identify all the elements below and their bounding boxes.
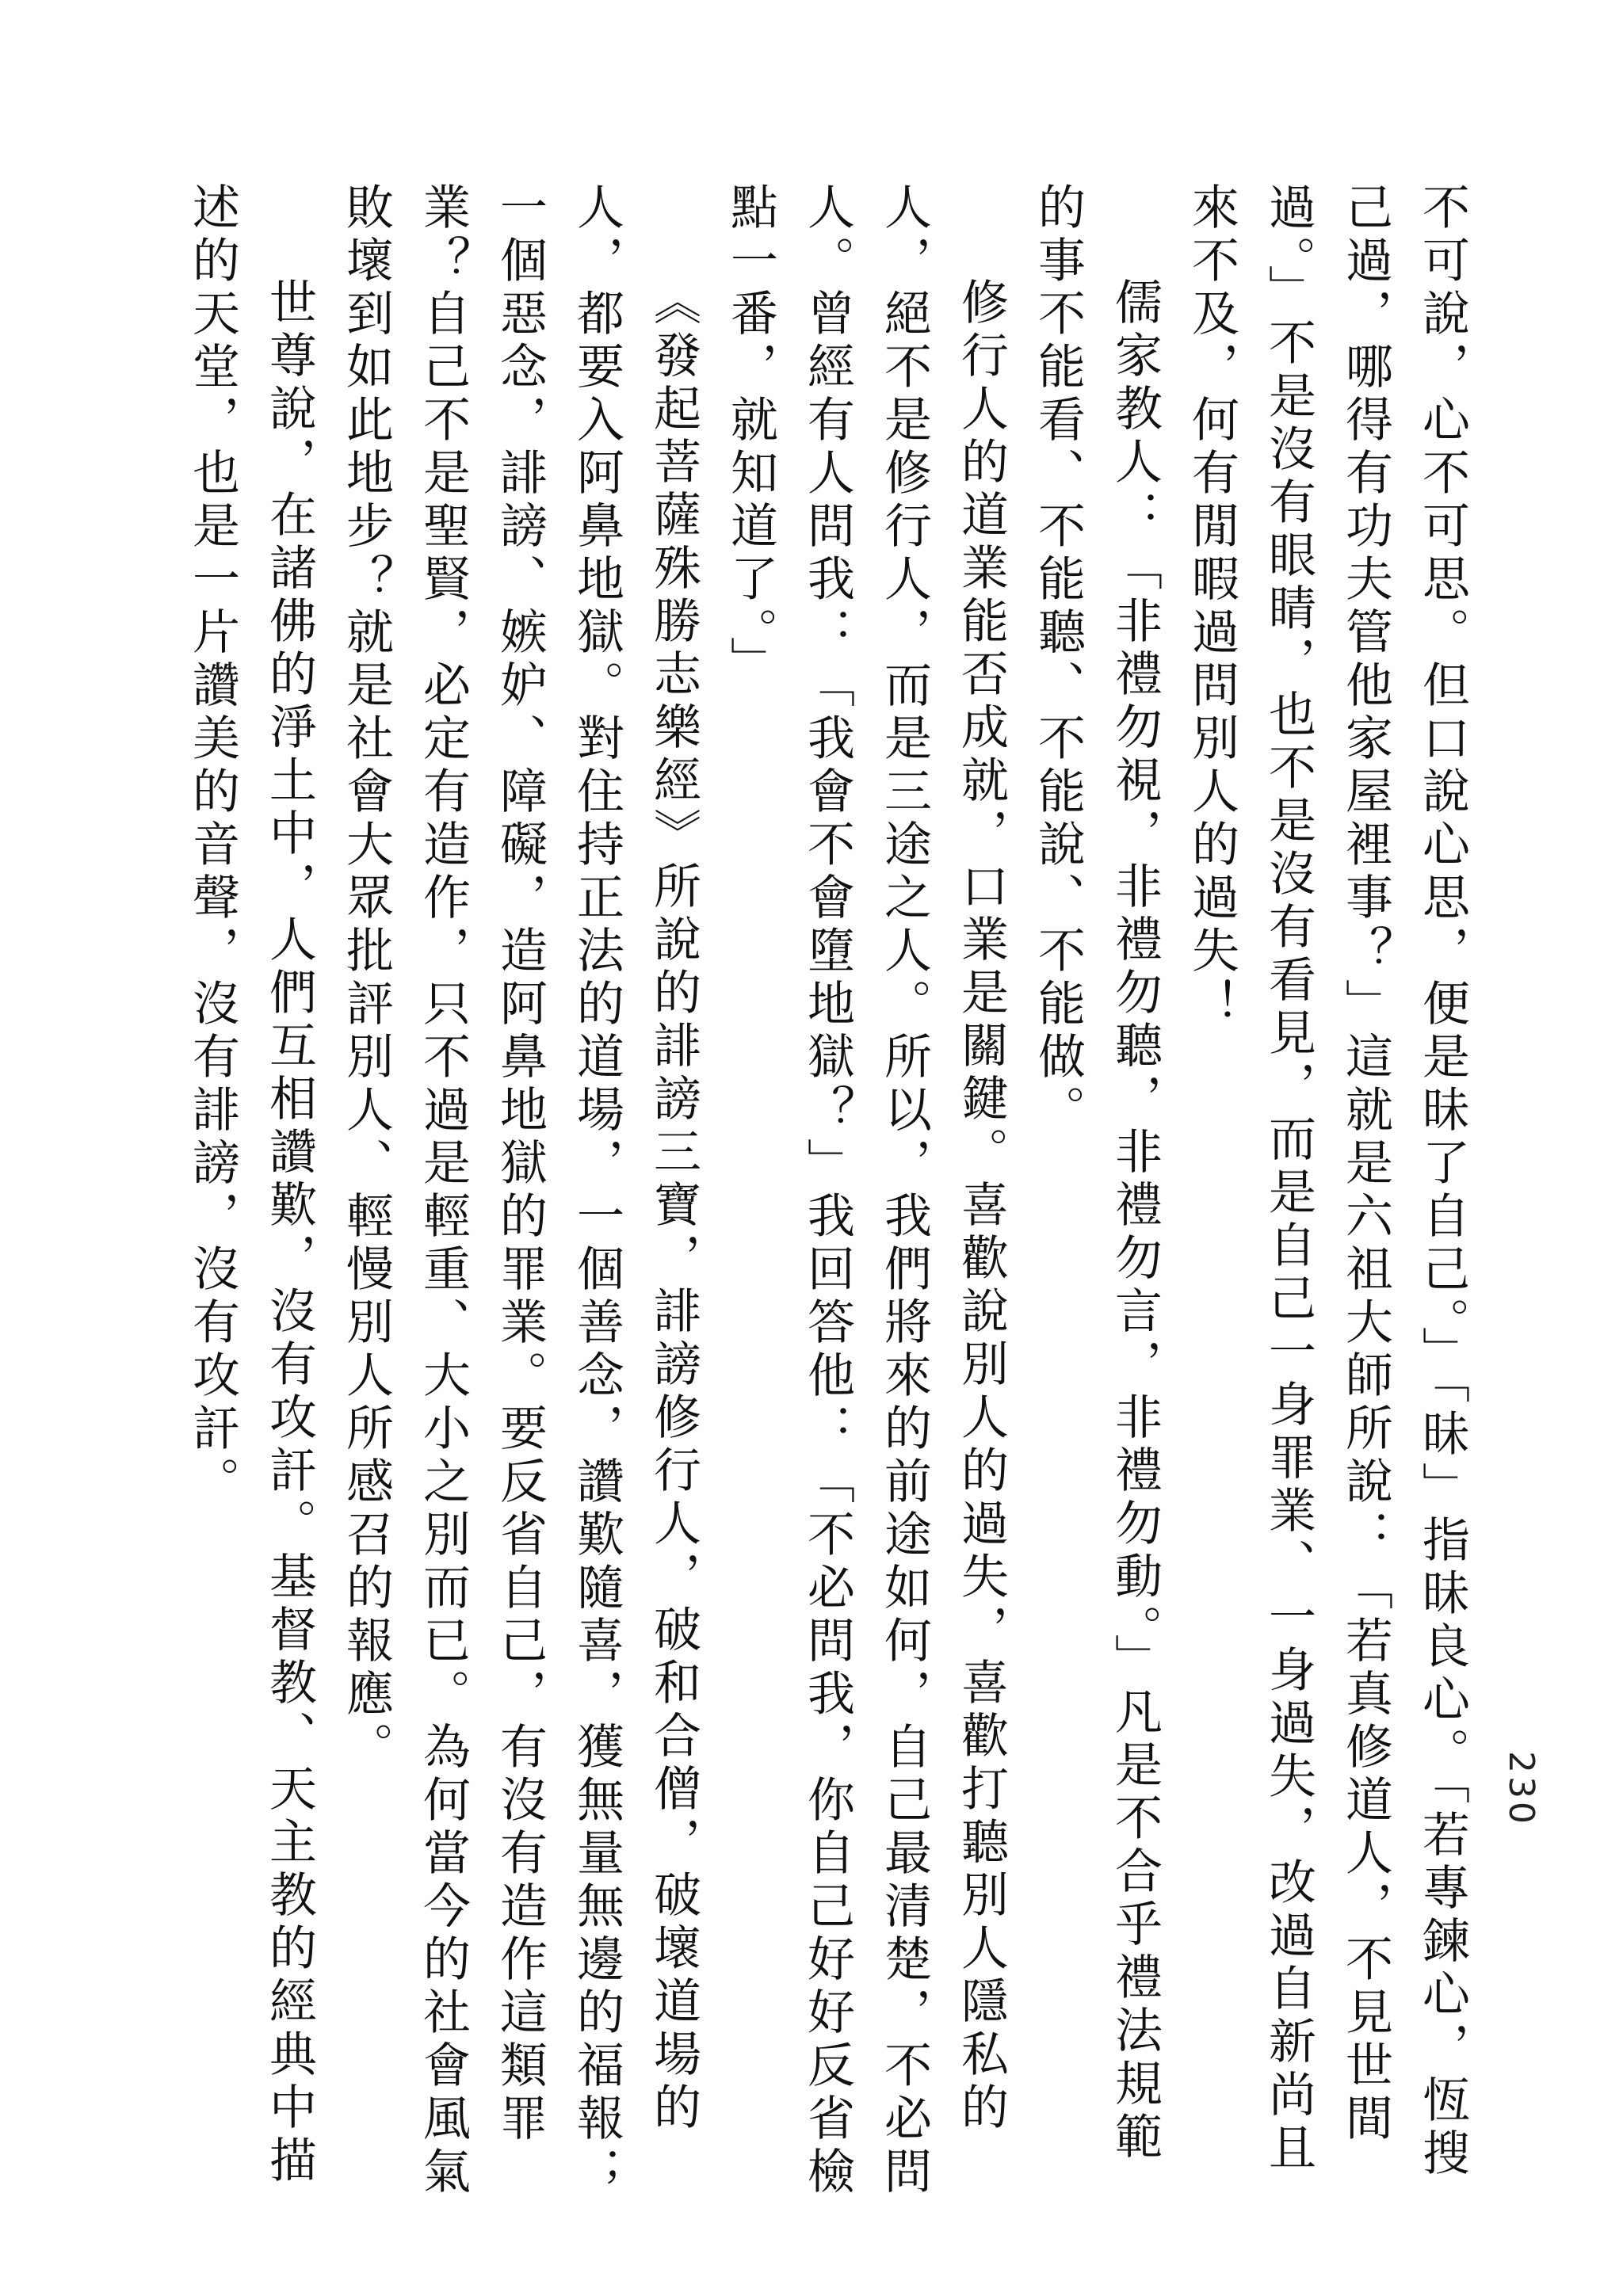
- paragraph-4: 《發起菩薩殊勝志樂經》所說的誹謗三寶，誹謗修行人，破和合僧，破壞道場的人，都要入阿鼻地獄。對住持正法的道場，一個善念，讚歎隨喜，獲無量無邊的福報；一個惡念，誹謗、嫉妒、障礙，造阿鼻地獄的罪業。要反省自己，有沒有造作這類罪業？自己不是聖賢，必定有造作，只不過是輕重、大小之別而已。為何當今的社會風氣敗壞到如此地步？就是社會大眾批評別人、輕慢別人所感召的報應。: [338, 182, 701, 2199]
- page-number: 230: [1501, 1751, 1541, 1827]
- paragraph-3: 修行人的道業能否成就，口業是關鍵。喜歡說別人的過失，喜歡打聽別人隱私的人，絕不是修行人，而是三途之人。所以，我們將來的前途如何，自己最清楚，不必問人。曾經有人問我：「我會不會墮地獄？」我回答他：「不必問我，你自己好好反省檢點一番，就知道了。」: [723, 182, 1009, 2199]
- body-text: [133, 182, 1480, 2210]
- paragraph-1: 不可說，心不可思。但口說心思，便是昧了自己。」「昧」指昧良心。「若專鍊心，恆搜己過，哪得有功夫管他家屋裡事？」這就是六祖大師所說：「若真修道人，不見世間過。」不是沒有眼睛，也不是沒有看見，而是自己一身罪業、一身過失，改過自新尚且來不及，何有閒暇過問別人的過失！: [1184, 182, 1470, 2181]
- paragraph-5: 世尊說，在諸佛的淨土中，人們互相讚歎，沒有攻訐。基督教、天主教的經典中描述的天堂，也是一片讚美的音聲，沒有誹謗，沒有攻訐。: [185, 182, 317, 2188]
- paragraph-2: 儒家教人：「非禮勿視，非禮勿聽，非禮勿言，非禮勿動。」凡是不合乎禮法規範的事不能看、不能聽、不能說、不能做。: [1030, 182, 1163, 2164]
